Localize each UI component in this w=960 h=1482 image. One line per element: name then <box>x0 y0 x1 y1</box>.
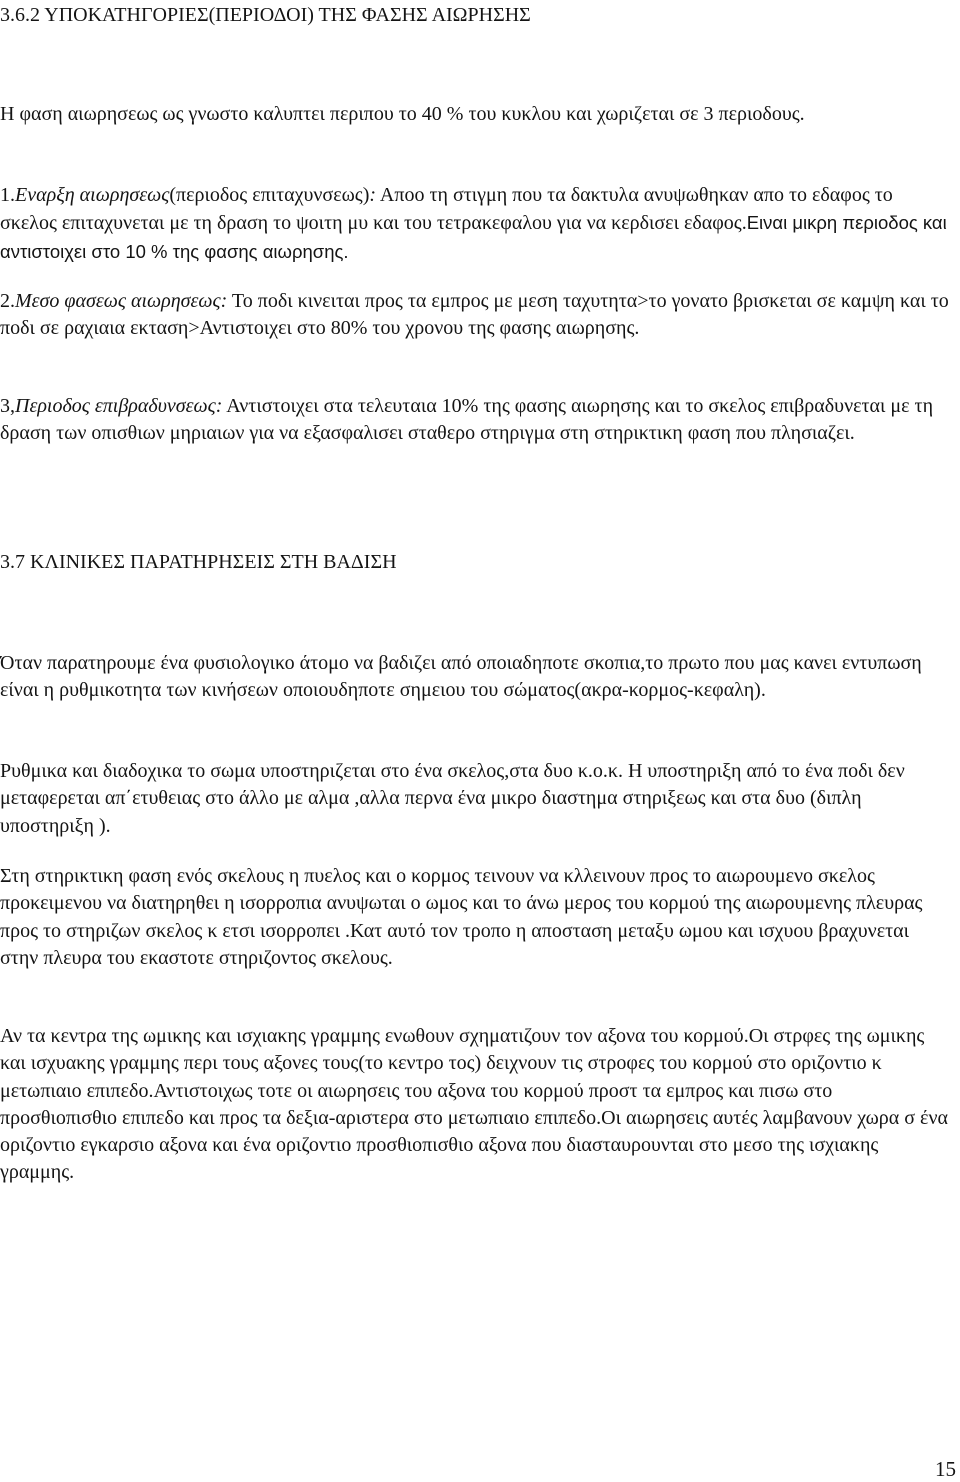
observation-paragraph-2: Ρυθμικα και διαδοχικα το σωμα υποστηριζεται στο ένα σκελος,στα δυο κ.ο.κ. Η υποστηριξη από το ένα ποδι δεν μεταφερεται απ΄ετυθειας στο άλλο με αλμα ,αλλα περνα ένα μικρο διαστημα στηριξεως και στα δυο (διπλη υποστηριξη ). <box>0 760 905 837</box>
observation-paragraph-3: Στη στηρικτικη φαση ενός σκελους η πυελος και ο κορμος τεινουν να κλλεινουν προς το αιωρουμενο σκελος προκειμενου να διατηρηθει η ισορροπια ανυψωται ο ωμος και το άνω μερος του κορμού της αιωρουμενης πλευρας προς το στηριζων σκελος κ ετσι ισορροπει .Κατ αυτό τον τροπο η αποσταση μεταξυ ωμου και ισχυου βραχυνεται στην πλευρα του εκαστοτε στηριζοντος σκελους. <box>0 865 923 969</box>
period-2-paragraph <box>0 288 950 343</box>
period-3-title: Περιοδος επιβραδυνσεως: <box>15 395 223 417</box>
period-1-number: 1. <box>0 184 15 206</box>
period-3-text: Αντιστοιχει στα τελευταια 10% της φασης αιωρησης και το σκελος επιβραδυνεται με τη δραση των οπισθιων μηριαιων για να εξασφαλισει σταθερο στηριγμα στη στηρικτικη φαση που πλησιαζει. <box>0 395 934 445</box>
observation-paragraph-4: Αν τα κεντρα της ωμικης και ισχιακης γραμμης ενωθουν σχηματιζουν τον αξονα του κορμού.Οι στρφες της ωμικης και ισχυακης γραμμης περι τους αξονες τους(το κεντρο τος) δειχνουν τις στροφες του κορμού στο οριζοντιο κ μετωπιαιο επιπεδο.Αντιστοιχως τοτε οι αιωρησεις του αξονα του κορμού προστ τα εμπρος και πισω στο προσθιοπισθιο επιπεδο και προς τα δεξια-αριστερα στο μετωπιαιο επιπεδο.Οι αιωρησεις αυτές λαμβανουν χωρα σ ένα οριζοντιο εγκαρσιο αξονα και ένα οριζοντιο προσθιοπισθιο αξονα που διασταυρουνται στο μεσο της ισχιακης γραμμης. <box>0 1025 948 1184</box>
period-2-number: 2. <box>0 290 15 312</box>
period-1-extra: Ειναι μικρη περιοδος και αντιστοιχει στο 10 % της φασης αιωρησης. <box>0 212 947 262</box>
period-1-subtitle: (περιοδος επιταχυνσεως) <box>169 184 370 206</box>
period-2-text: Το ποδι κινειται προς τα εμπρος με μεση ταχυτητα>το γονατο βρισκεται σε καμψη και το ποδι σε ραχιαια εκταση>Αντιστοιχει στο 80% του χρονου της φασης αιωρησης. <box>0 290 949 340</box>
intro-paragraph: Η φαση αιωρησεως ως γνωστο καλυπτει περιπου το 40 % του κυκλου και χωριζεται σε 3 περιοδους. <box>0 103 805 125</box>
period-3-paragraph <box>0 393 950 448</box>
page-number: 15 <box>935 1457 956 1481</box>
period-1-colon: : <box>369 184 377 206</box>
period-2-title: Μεσο φασεως αιωρησεως: <box>15 290 228 312</box>
section-3-7-title: 3.7 ΚΛΙΝΙΚΕΣ ΠΑΡΑΤΗΡΗΣΕΙΣ ΣΤΗ ΒΑΔΙΣΗ <box>0 551 397 573</box>
period-1-title: Εναρξη αιωρησεως <box>15 184 170 206</box>
period-1-paragraph <box>0 182 950 266</box>
section-3-6-2-title: 3.6.2 ΥΠΟΚΑΤΗΓΟΡΙΕΣ(ΠΕΡΙΟΔΟΙ) ΤΗΣ ΦΑΣΗΣ ΑΙΩΡΗΣΗΣ <box>0 4 531 26</box>
observation-paragraph-1: Όταν παρατηρουμε ένα φυσιολογικο άτομο να βαδιζει από οποιαδηποτε σκοπια,το πρωτο που μας κανει εντυπωση είναι η ρυθμικοτητα των κινήσεων οποιουδηποτε σημειου του σώματος(ακρα-κορμος-κεφαλη). <box>0 652 922 702</box>
period-3-number: 3, <box>0 395 15 417</box>
period-1-text: Αποο τη στιγμη που τα δακτυλα ανυψωθηκαν απο το εδαφος το σκελος επιταχυνεται με τη δραση το ψοιτη μυ και του τετρακεφαλου για να κερδισει εδαφος. <box>0 184 893 235</box>
